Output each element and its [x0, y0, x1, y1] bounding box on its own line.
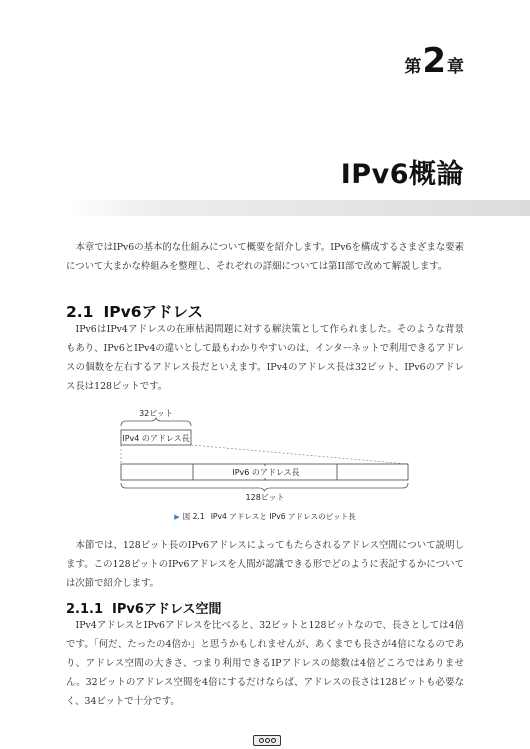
ipv6-box-label: IPv6 のアドレス長 [232, 468, 300, 477]
creative-commons-badge-icon [253, 735, 281, 746]
top-brace [121, 418, 191, 426]
section-heading-2-1-1 [66, 598, 222, 617]
nd-icon [271, 738, 276, 743]
figure-caption-text: IPv4 アドレスと IPv6 アドレスのビット長 [210, 512, 356, 521]
cc-icon [259, 738, 264, 743]
chapter-suffix: 章 [447, 57, 464, 77]
subsection-number: 2.1.1 [66, 602, 104, 617]
figure-number: 図 2.1 [182, 512, 205, 521]
figure-caption [0, 511, 530, 522]
chapter-prefix: 第 [404, 57, 422, 77]
chapter-number: 2 [422, 41, 446, 81]
top-brace-label: 32ビット [139, 409, 173, 418]
caption-marker-icon: ▶ [174, 513, 180, 521]
by-icon [265, 738, 270, 743]
after-figure-paragraph: 本節では、128ビット長のIPv6アドレスによってもたらされるアドレス空間について説明します。この128ビットのIPv6アドレスを人間が認識できる形でどのように表記するかについては次節で紹介します。 [66, 540, 464, 589]
bottom-brace-label: 128ビット [245, 493, 285, 502]
section-number: 2.1 [66, 303, 94, 321]
chapter-title: IPv6概論 [340, 159, 464, 190]
subsection-title: IPv6アドレス空間 [112, 602, 222, 617]
bottom-brace [121, 483, 408, 491]
chapter-intro-paragraph: 本章ではIPv6の基本的な仕組みについて概要を紹介します。IPv6を構成するさまざまな要素について大まかな枠組みを整理し、それぞれの詳細については第II部で改めて解説します。 [66, 242, 464, 272]
section-title: IPv6アドレス [103, 303, 204, 321]
section-2-1-paragraph: IPv6はIPv4アドレスの在庫枯渇問題に対する解決策として作られました。そのような背景もあり、IPv6とIPv4の違いとして最もわかりやすいのは、インターネットで利用できるアドレスの個数を左右するアドレス長だといえます。IPv4のアドレス長は32ビット、IPv6のアドレス長は128ビットです。 [66, 324, 464, 392]
ipv4-box-label: IPv4 のアドレス長 [122, 434, 190, 443]
projection-line-right [191, 445, 408, 464]
section-2-1-1-paragraph: IPv4アドレスとIPv6アドレスを比べると、32ビットと128ビットなので、長さとしては4倍です。「何だ、たったの4倍か」と思うかもしれませんが、あくまでも長さが4倍になるのであり、アドレス空間の大きさ、つまり利用できるIPアドレスの総数は4倍どころではありません。32ビットのアドレス空間を4倍にするだけならば、アドレスの長さは128ビットも必要なく、34ビットで十分です。 [66, 620, 464, 707]
